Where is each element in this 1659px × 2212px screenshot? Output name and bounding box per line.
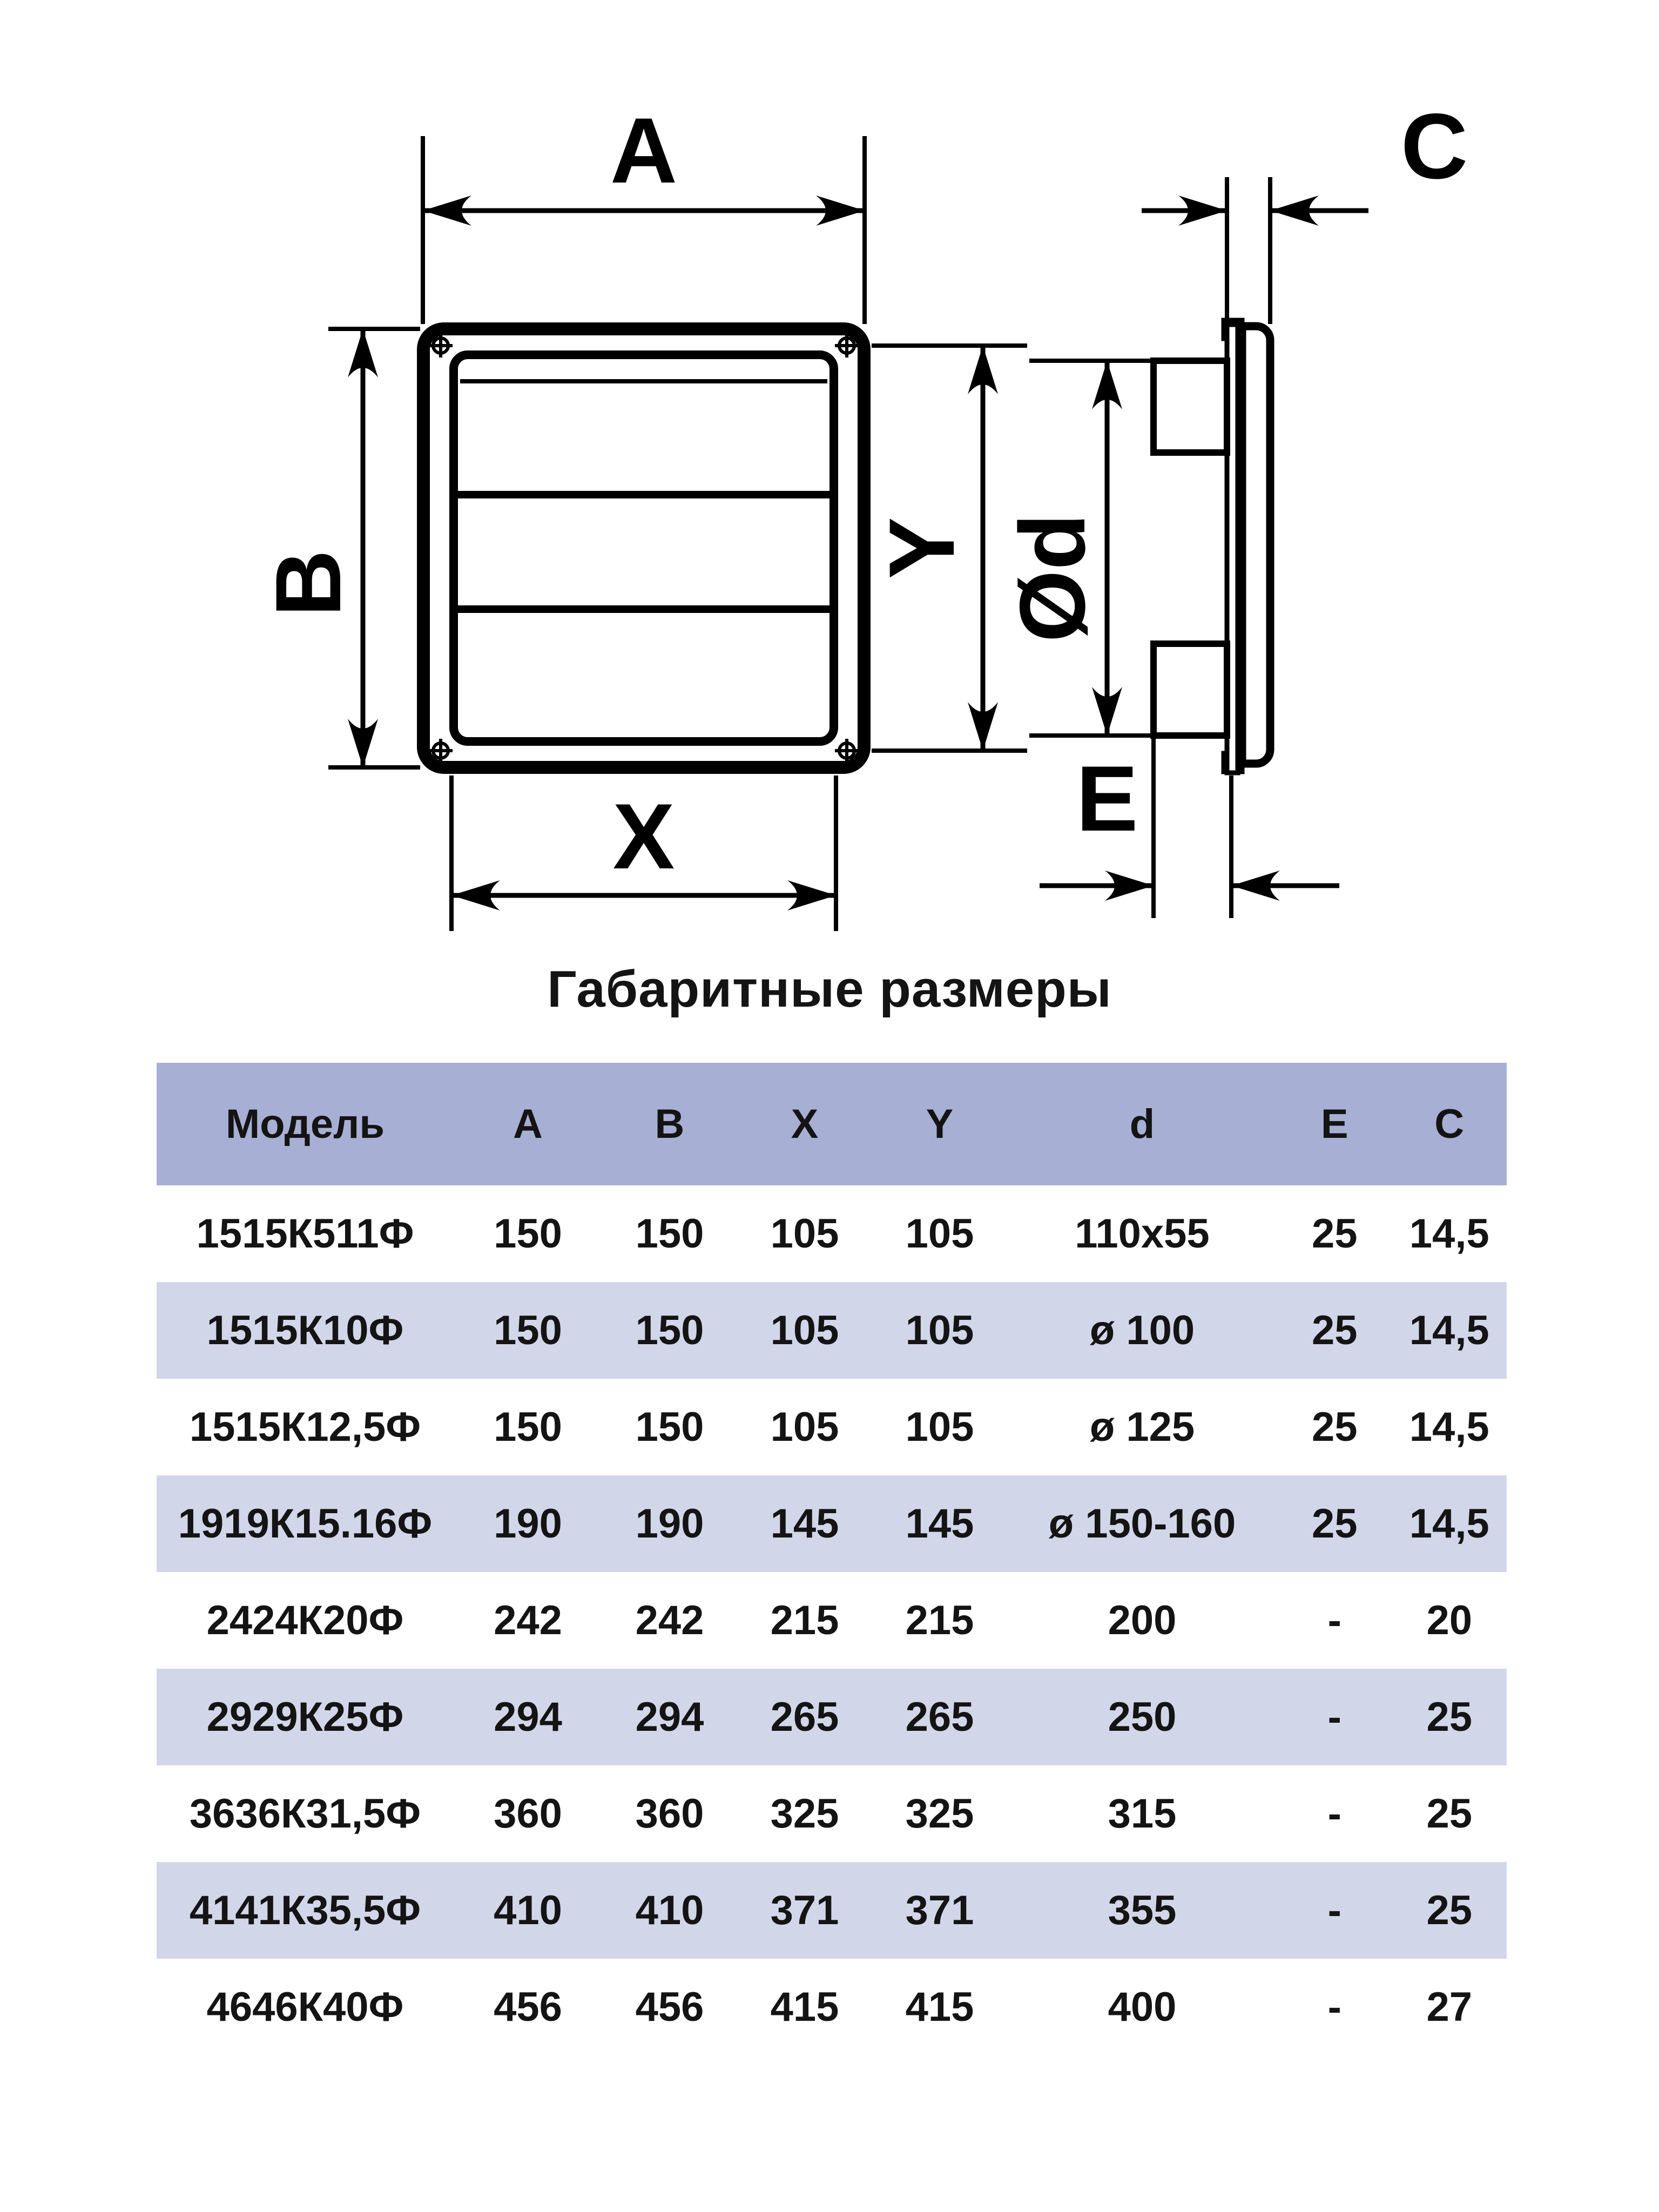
column-header-model: Модель — [225, 1101, 385, 1147]
cell-a: 150 — [494, 1404, 562, 1450]
duct-wall-bottom — [1154, 644, 1227, 736]
cell-d: 400 — [1108, 1984, 1177, 2030]
cell-e: - — [1327, 1887, 1341, 1933]
dimension-label-C: C — [1400, 95, 1468, 198]
cell-y: 145 — [905, 1501, 974, 1547]
cell-a: 190 — [494, 1501, 562, 1547]
table-row — [157, 1765, 1507, 1862]
cell-model: 3636К31,5Ф — [189, 1791, 421, 1837]
cell-d: 200 — [1108, 1597, 1177, 1643]
cell-a: 150 — [494, 1211, 562, 1257]
cell-b: 360 — [635, 1791, 704, 1837]
cell-e: - — [1327, 1694, 1341, 1740]
column-header-b: B — [655, 1101, 685, 1147]
cell-c: 27 — [1426, 1984, 1473, 2030]
table-row — [157, 1572, 1507, 1669]
cell-a: 242 — [494, 1597, 562, 1643]
dimension-C — [1142, 177, 1368, 324]
grille-louver-panel — [454, 355, 834, 741]
cell-c: 14,5 — [1409, 1404, 1489, 1450]
cell-x: 105 — [770, 1404, 839, 1450]
cell-e: - — [1327, 1984, 1341, 2030]
table-row — [157, 1959, 1507, 2055]
cell-d: ø 125 — [1089, 1404, 1195, 1450]
cell-e: 25 — [1311, 1501, 1358, 1547]
cell-y: 215 — [905, 1597, 974, 1643]
cell-e: 25 — [1311, 1211, 1358, 1257]
table-row — [157, 1379, 1507, 1475]
cell-b: 150 — [635, 1307, 704, 1353]
cell-b: 242 — [635, 1597, 704, 1643]
cell-c: 25 — [1426, 1887, 1473, 1933]
cell-b: 150 — [635, 1211, 704, 1257]
cell-model: 1919К15.16Ф — [178, 1501, 433, 1547]
dimension-drawing — [0, 0, 1659, 1048]
table-header-row — [157, 1063, 1507, 1185]
column-header-d: d — [1129, 1101, 1155, 1147]
cell-x: 105 — [770, 1307, 839, 1353]
cell-c: 20 — [1426, 1597, 1473, 1643]
cell-b: 294 — [635, 1694, 704, 1740]
cell-c: 14,5 — [1409, 1307, 1489, 1353]
cell-d: 110x55 — [1075, 1211, 1210, 1257]
column-header-e: E — [1320, 1101, 1348, 1147]
column-header-c: C — [1434, 1101, 1465, 1147]
cell-d: ø 150-160 — [1048, 1501, 1236, 1547]
cell-y: 415 — [905, 1984, 974, 2030]
cell-model: 2424К20Ф — [206, 1597, 404, 1643]
cell-c: 14,5 — [1409, 1211, 1489, 1257]
table-row — [157, 1669, 1507, 1765]
dimensions-table — [157, 1063, 1507, 2055]
cell-y: 371 — [905, 1887, 974, 1933]
column-header-a: A — [513, 1101, 543, 1147]
dimension-B — [328, 329, 420, 767]
dimension-label-Y: Y — [870, 517, 974, 579]
cell-x: 145 — [770, 1501, 839, 1547]
cell-c: 14,5 — [1409, 1501, 1489, 1547]
cell-c: 25 — [1426, 1791, 1473, 1837]
side-view — [1154, 320, 1270, 773]
cell-d: 250 — [1108, 1694, 1177, 1740]
cell-model: 4646К40Ф — [206, 1984, 404, 2030]
cell-y: 105 — [905, 1404, 974, 1450]
cell-y: 325 — [905, 1791, 974, 1837]
cell-model: 1515К12,5Ф — [189, 1404, 421, 1450]
table-row — [157, 1475, 1507, 1572]
cell-model: 1515К511Ф — [196, 1211, 414, 1257]
cell-b: 190 — [635, 1501, 704, 1547]
cell-c: 25 — [1426, 1694, 1473, 1740]
cell-model: 2929К25Ф — [206, 1694, 404, 1740]
cell-b: 150 — [635, 1404, 704, 1450]
cell-e: - — [1327, 1791, 1341, 1837]
table-row — [157, 1862, 1507, 1959]
cell-a: 410 — [494, 1887, 562, 1933]
column-header-y: Y — [926, 1101, 954, 1147]
table-row — [157, 1282, 1507, 1379]
cell-e: 25 — [1311, 1307, 1358, 1353]
column-header-x: X — [791, 1101, 819, 1147]
cell-a: 360 — [494, 1791, 562, 1837]
dimension-label-d: Ød — [1001, 513, 1104, 643]
cell-e: - — [1327, 1597, 1341, 1643]
dimension-label-E: E — [1076, 747, 1138, 851]
cell-x: 371 — [770, 1887, 839, 1933]
cell-d: ø 100 — [1089, 1307, 1195, 1353]
cell-d: 315 — [1108, 1791, 1177, 1837]
cell-model: 1515К10Ф — [206, 1307, 404, 1353]
cell-x: 415 — [770, 1984, 839, 2030]
cell-x: 265 — [770, 1694, 839, 1740]
cell-x: 105 — [770, 1211, 839, 1257]
table-row — [157, 1185, 1507, 1282]
page-title: Габаритные размеры — [547, 960, 1112, 1018]
cell-x: 325 — [770, 1791, 839, 1837]
cell-a: 456 — [494, 1984, 562, 2030]
duct-wall-top — [1154, 361, 1227, 453]
dimension-label-X: X — [612, 785, 675, 888]
panel-profile — [1242, 326, 1270, 764]
cell-b: 410 — [635, 1887, 704, 1933]
cell-y: 105 — [905, 1307, 974, 1353]
cell-y: 265 — [905, 1694, 974, 1740]
front-view — [423, 329, 864, 767]
cell-x: 215 — [770, 1597, 839, 1643]
cell-d: 355 — [1108, 1887, 1177, 1933]
cell-b: 456 — [635, 1984, 704, 2030]
cell-a: 294 — [494, 1694, 562, 1740]
dimension-label-A: A — [610, 99, 678, 203]
cell-a: 150 — [494, 1307, 562, 1353]
dimension-label-B: B — [257, 549, 360, 617]
cell-y: 105 — [905, 1211, 974, 1257]
cell-model: 4141К35,5Ф — [189, 1887, 421, 1933]
cell-e: 25 — [1311, 1404, 1358, 1450]
